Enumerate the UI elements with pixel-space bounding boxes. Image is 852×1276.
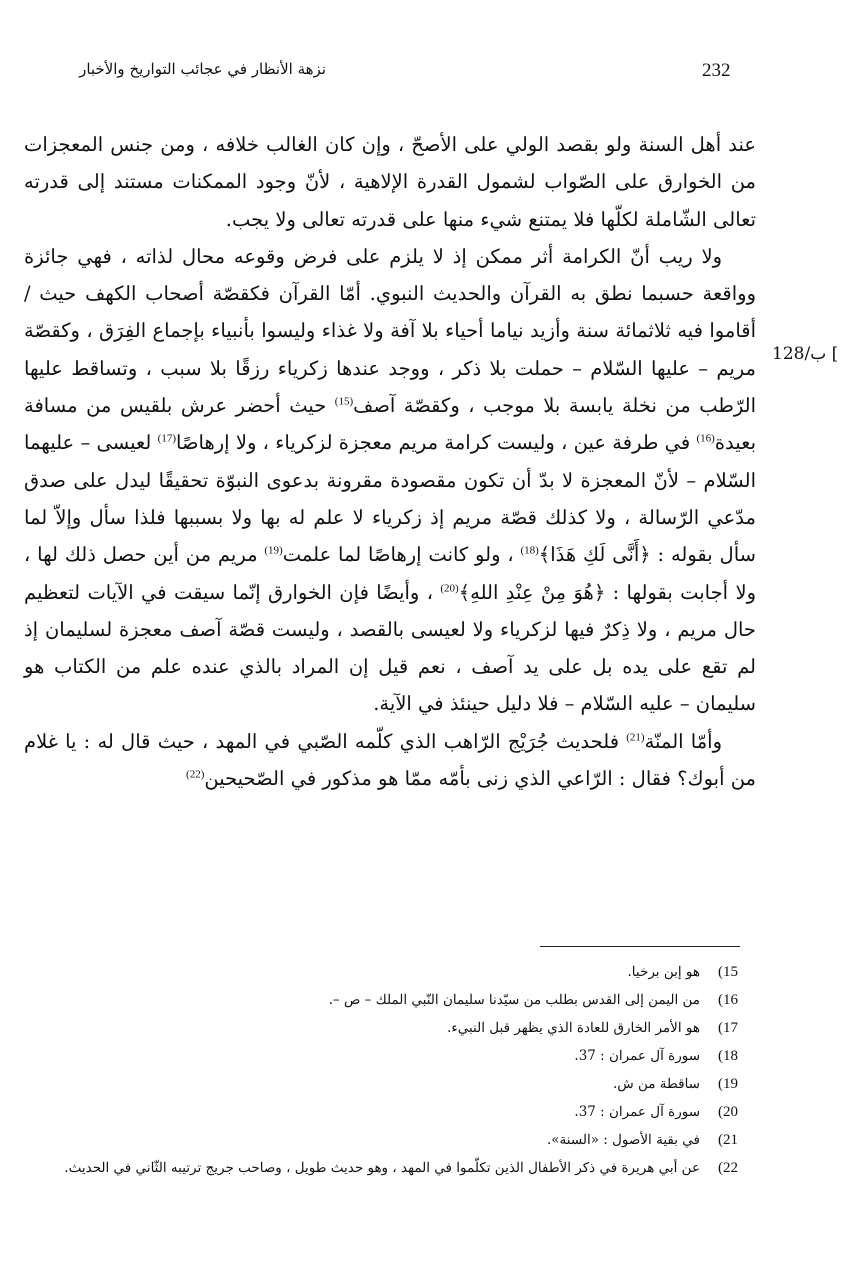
footnote-ref-17[interactable]: (17) [157,432,176,445]
footnote-number: 19) [718,1076,738,1092]
footnote-text: سورة آل عمران : 37. [574,1104,700,1120]
footnote-ref-19[interactable]: (19) [264,544,283,557]
footnote-text: هو إبن برخيا. [627,964,700,980]
page-number: 232 [702,60,731,81]
footnote-number: 22) [718,1160,738,1176]
paragraph-2 [24,238,756,723]
footnote-text: سورة آل عمران : 37. [574,1048,700,1064]
footnote-19 [18,1070,738,1098]
paragraph-text: عند أهل السنة ولو بقصد الولي على الأصحّ ، وإن كان الغالب خلافه ، ومن جنس المعجزات من الخوارق على الصّواب لشمول القدرة الإلاهية ، لأنّ وجود الممكنات مستند إلى قدرته تعالى الشّاملة لكلّها فلا يمتنع شيء منها على قدرته تعالى ولا يجب. [24,133,756,231]
footnote-ref-20[interactable]: (20) [440,582,459,595]
footnote-number: 15) [718,964,738,980]
footnote-18 [18,1042,738,1070]
paragraph-text: حيث أحضر عرش بلقيس من مسافة بعيدة [24,394,757,455]
paragraph-text: مريم من أين حصل ذلك لها ، ولا أجابت بقولها : ﴿هُوَ مِنْ عِنْدِ اللهِ﴾ [24,543,756,604]
margin-folio-note: 128/ب [ [772,344,839,364]
running-title: نزهة الأنظار في عجائب التواريخ والأخبار [79,60,326,78]
footnote-number: 20) [718,1104,738,1120]
footnote-text: في بقية الأصول : «السنة». [546,1132,700,1148]
footnote-ref-22[interactable]: (22) [186,768,205,781]
footnote-ref-18[interactable]: (18) [520,544,539,557]
paragraph-3 [24,723,756,798]
footnote-22 [18,1154,738,1182]
footnote-15 [18,958,738,986]
footnote-text: من اليمن إلى القدس بطلب من سيّدنا سليمان النّبي الملك – ص –. [328,992,700,1008]
footnote-text: عن أبي هريرة في ذكر الأطفال الذين تكلّموا في المهد ، وهو حديث طويل ، وصاحب جريج ترتيبه الثّاني في الحديث. [64,1160,700,1176]
main-text [24,126,756,797]
footnote-17 [18,1014,738,1042]
footnote-number: 17) [718,1020,738,1036]
paragraph-1 [24,126,756,238]
paragraph-text: ولا ريب أنّ الكرامة أثر ممكن إذ لا يلزم على فرض وقوعه محال لذاته ، فهي جائزة وواقعة حسبما نطق به القرآن والحديث النبوي. أمّا القرآن فكقصّة أصحاب الكهف حيث / أقاموا فيه ثلاثمائة سنة وأزيد نياما أحياء بلا آفة ولا غذاء وليسوا بأنبياء بإجماع الفِرَق ، وكقصّة مريم – عليها السّلام – حملت بلا ذكر ، ووجد عندها زكرياء رزقًا بلا سبب ، وتساقط عليها الرّطب من نخلة يابسة بلا موجب ، وكقصّة آصف [24,244,756,418]
footnote-ref-16[interactable]: (16) [696,432,715,445]
paragraph-text: في طرفة عين ، وليست كرامة مريم معجزة لزكرياء ، ولا إرهاصًا [176,431,697,455]
footnote-16 [18,986,738,1014]
footnotes [18,958,738,1182]
footnote-text: هو الأمر الخارق للعادة الذي يظهر قبل النبيء. [447,1020,700,1036]
paragraph-text: لعيسى – عليهما السّلام – لأنّ المعجزة لا بدّ أن تكون مقصودة مقرونة بدعوى النبوّة تحقيقًا ليدل على صدق مدّعي الرّسالة ، ولا كذلك قصّة مريم إذ زكرياء لا علم له بها ولا بسببها فلذا سأل وإلاّ لما سأل بقوله : ﴿أَنَّى لَكِ هَذَا﴾ [24,431,756,567]
footnote-text: ساقطة من ش. [612,1076,700,1092]
footnote-20 [18,1098,738,1126]
footnote-number: 18) [718,1048,738,1064]
paragraph-text: ، وأيضًا فإن الخوارق إنّما سيقت في الآيات لتعظيم حال مريم ، ولا ذِكرٌ فيها لزكرياء ولا لعيسى بالقصد ، وليست قصّة آصف معجزة لسليمان إذ لم تقع على يده بل على يد آصف ، نعم قيل إن المراد بالذي عنده علم من الكتاب هو سليمان – عليه السّلام – فلا دليل حينئذ في الآية. [24,580,756,716]
paragraph-text: فلحديث جُرَيْج الرّاهب الذي كلّمه الصّبي في المهد ، حيث قال له : يا غلام من أبوك؟ فقال : الرّاعي الذي زنى بأمّه ممّا هو مذكور في الصّحيحين [24,729,756,791]
footnote-ref-15[interactable]: (15) [334,395,354,408]
footnote-21 [18,1126,738,1154]
footnote-ref-21[interactable]: (21) [626,731,645,744]
paragraph-text: وأمّا المنّة [644,729,722,753]
footnote-number: 21) [718,1132,738,1148]
footnote-number: 16) [718,992,738,1008]
paragraph-text: ، ولو كانت إرهاصًا لما علمت [282,543,521,567]
footnote-separator [540,946,740,947]
